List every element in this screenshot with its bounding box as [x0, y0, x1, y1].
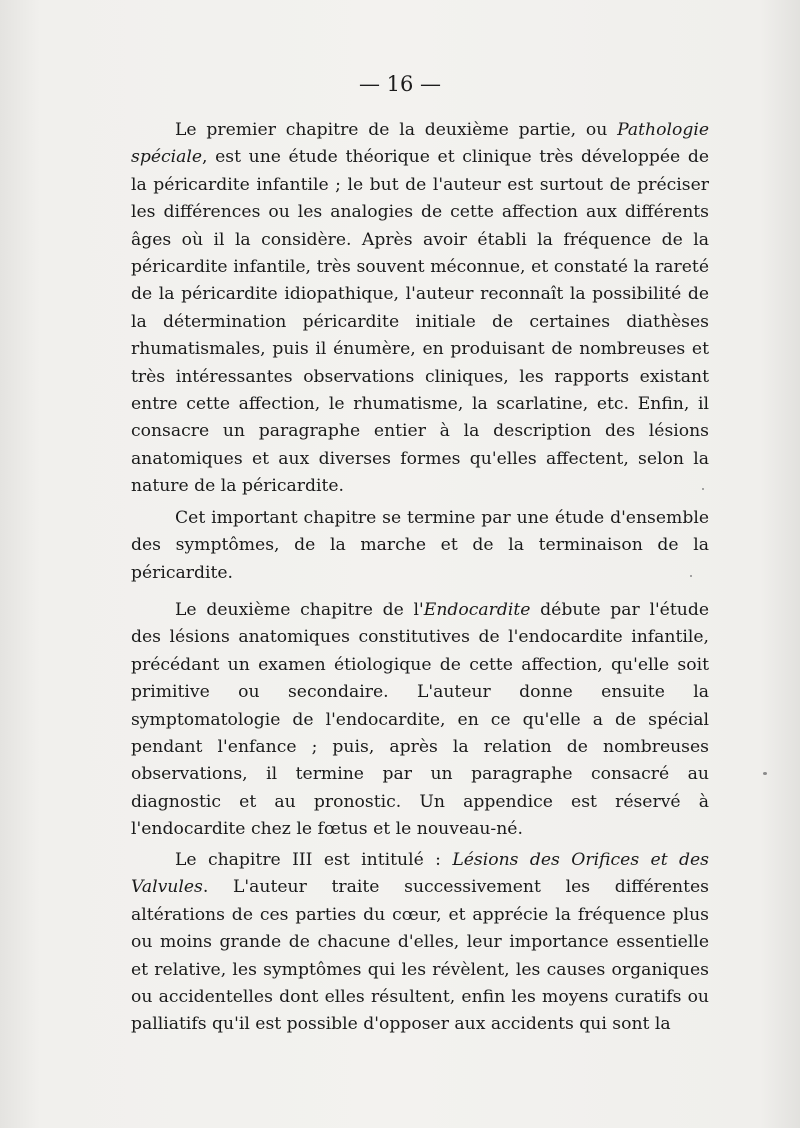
- italic-term-endocardite: Endocardite: [423, 600, 531, 620]
- paragraph-text: [131, 847, 709, 1039]
- paragraph-text-start: Le chapitre III est intitulé :: [175, 850, 453, 870]
- print-speck: [690, 575, 692, 577]
- print-speck: [763, 772, 767, 775]
- paragraph-text: [131, 117, 709, 501]
- italic-term-pathologie-speciale: Pathologie spéciale: [131, 120, 709, 168]
- paragraph-pathologie-speciale: [131, 117, 709, 501]
- paragraph-text-rest: . L'auteur traite successivement les différentes altérations de ces parties du cœur, et apprécie la fréquence plus ou moins grande de chacune d'elles, leur importance essentielle et relative, les symptômes qui les révèlent, les causes organiques ou accidentelles dont elles résultent, enfin les moyens curatifs ou palliatifs qu'il est possible d'opposer aux accidents qui sont la: [131, 877, 709, 1035]
- page-number: — 16 —: [358, 72, 442, 96]
- paragraph-endocardite: [131, 597, 709, 844]
- paragraph-text-rest: débute par l'étude des lésions anatomiques constitutives de l'endocardite infantile, précédant un examen étiologique de cette affection, qu'elle soit primitive ou secondaire. L'auteur donne ensuite la symptomatologie de l'endocardite, en ce qu'elle a de spécial pendant l'enfance ; puis, après la relation de nombreuses observations, il termine par un paragraphe consacré au diagnostic et au pronostic. Un appendice est réservé à l'endocardite chez le fœtus et le nouveau-né.: [131, 600, 709, 840]
- paragraph-chapitre-conclusion: [131, 505, 709, 587]
- paragraph-text: [131, 597, 709, 844]
- paragraph-chapitre-iii: [131, 847, 709, 1039]
- paragraph-text-rest: , est une étude théorique et clinique très développée de la péricardite infantile ; le but de l'auteur est surtout de préciser les différences ou les analogies de cette affection aux différents âges où il la considère. Après avoir établi la fréquence de la péricardite infantile, très souvent méconnue, et constaté la rareté de la péricardite idiopathique, l'auteur reconnaît la possibilité de la détermination péricardite initiale de certaines diathèses rhumatismales, puis il énumère, en produisant de nombreuses et très intéressantes observations cliniques, les rapports existant entre cette affection, le rhumatisme, la scarlatine, etc. Enfin, il consacre un paragraphe entier à la description des lésions anatomiques et aux diverses formes qu'elles affectent, selon la nature de la péricardite.: [131, 147, 709, 497]
- paragraph-text: Cet important chapitre se termine par une étude d'ensemble des symptômes, de la marche et de la terminaison de la péricardite.: [131, 508, 709, 583]
- paragraph-text-start: Le premier chapitre de la deuxième partie, ou: [175, 120, 618, 140]
- print-speck: [702, 488, 704, 490]
- paragraph-text-start: Le deuxième chapitre de l': [175, 600, 424, 620]
- italic-term-lesions-orifices-valvules: Lésions des Orifices et des Valvules: [131, 850, 709, 898]
